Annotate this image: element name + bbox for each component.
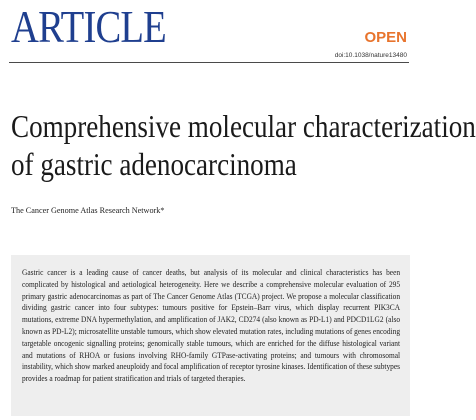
article-title	[11, 108, 476, 184]
author-line: The Cancer Genome Atlas Research Network*	[11, 206, 165, 215]
open-access-label: OPEN	[364, 29, 407, 46]
abstract-text: Gastric cancer is a leading cause of cancer deaths, but analysis of its molecular and clinical characteristics has been complicated by histological and aetiological heterogeneity. Here we describe a comprehensive molecular evaluation of 295 primary gastric adenocarcinomas as part of The Cancer Genome Atlas (TCGA) project. We propose a molecular classification dividing gastric cancer into four subtypes: tumours positive for Epstein–Barr virus, which display recurrent PIK3CA mutations, extreme DNA hypermethylation, and amplification of JAK2, CD274 (also known as PD-L1) and PDCD1LG2 (also known as PD-L2); microsatellite unstable tumours, which show elevated mutation rates, including mutations of genes encoding targetable oncogenic signalling proteins; genomically stable tumours, which are enriched for the diffuse histological variant and mutations of RHOA or fusions involving RHO-family GTPase-activating proteins; and tumours with chromosomal instability, which show marked aneuploidy and focal amplification of receptor tyrosine kinases. Identification of these subtypes provides a roadmap for patient stratification and trials of targeted therapies.	[22, 267, 401, 384]
abstract-box	[11, 255, 410, 416]
title-line-1: Comprehensive molecular characterization	[11, 109, 476, 144]
section-heading: ARTICLE	[11, 1, 166, 52]
doi-text: doi:10.1038/nature13480	[334, 52, 407, 59]
header-rule	[9, 62, 409, 63]
title-line-2: of gastric adenocarcinoma	[11, 147, 297, 182]
